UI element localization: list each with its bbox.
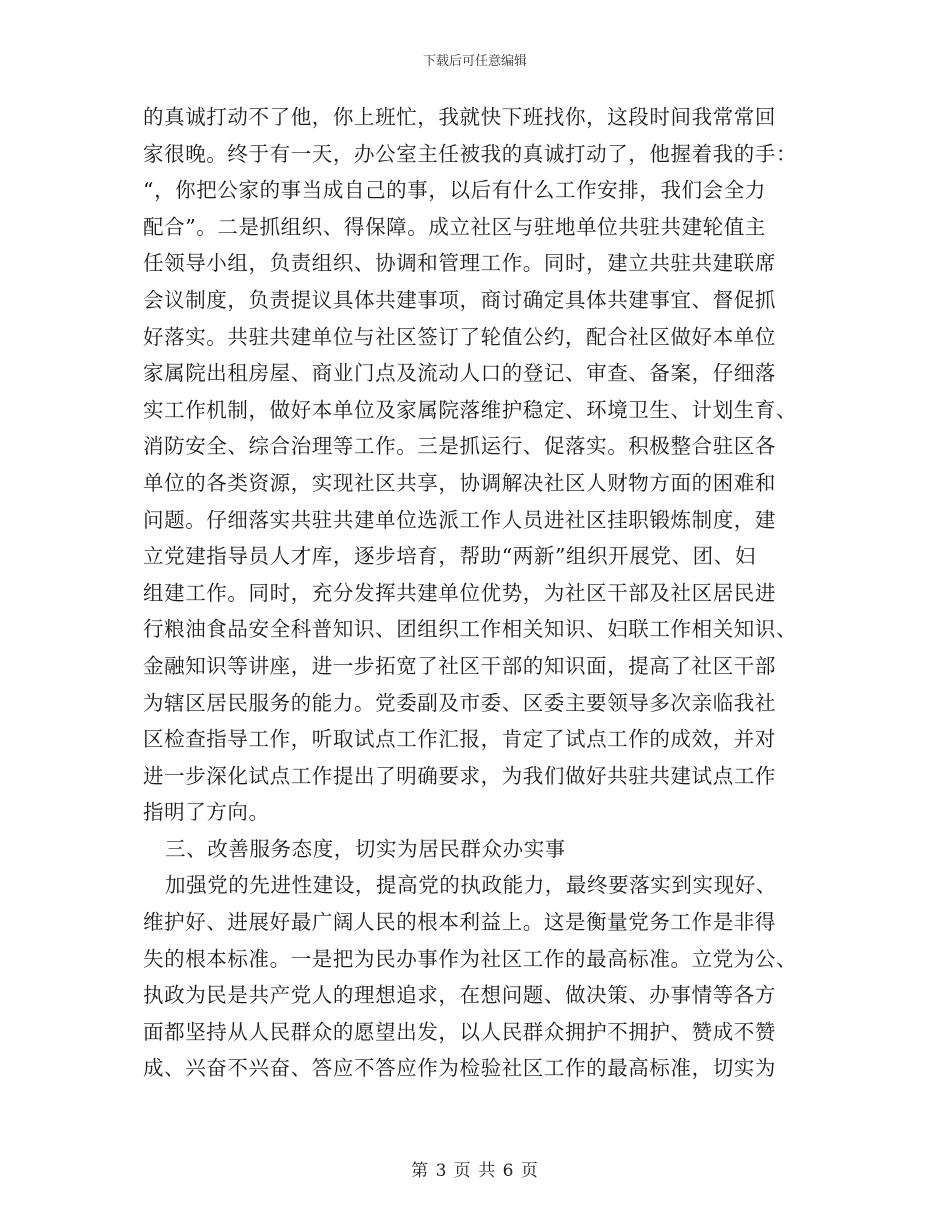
text-line: 执政为民是共产党人的理想追求，在想问题、做决策、办事情等各方	[143, 983, 776, 1008]
text-line: 区检查指导工作，听取试点工作汇报，肯定了试点工作的成效，并对	[143, 727, 776, 752]
text-line: 指明了方向。	[143, 800, 270, 825]
page-header: 下载后可任意编辑	[422, 54, 527, 69]
text-line: 问题。仔细落实共驻共建单位选派工作人员进社区挂职锻炼制度，建	[143, 507, 776, 532]
body-text	[143, 99, 823, 1087]
text-line: 加强党的先进性建设，提高党的执政能力，最终要落实到实现好、	[165, 873, 777, 898]
text-line: 消防安全、综合治理等工作。三是抓运行、促落实。积极整合驻区各	[143, 434, 776, 459]
text-line: “，你把公家的事当成自己的事，以后有什么工作安排，我们会全力	[143, 178, 766, 203]
text-line: 任领导小组，负责组织、协调和管理工作。同时，建立共驻共建联席	[143, 251, 776, 276]
text-line: 实工作机制，做好本单位及家属院落维护稳定、环境卫生、计划生育、	[143, 397, 798, 422]
text-line: 行粮油食品安全科普知识、团组织工作相关知识、妇联工作相关知识、	[143, 617, 798, 642]
text-line: 会议制度，负责提议具体共建事项，商讨确定具体共建事宜、督促抓	[143, 287, 776, 312]
text-line: 进一步深化试点工作提出了明确要求，为我们做好共驻共建试点工作	[143, 763, 776, 788]
text-line: 失的根本标准。一是把为民办事作为社区工作的最高标准。立党为公、	[143, 946, 798, 971]
text-line: 维护好、进展好最广阔人民的根本利益上。这是衡量党务工作是非得	[143, 910, 776, 935]
text-line: 家属院出租房屋、商业门点及流动人口的登记、审查、备案，仔细落	[143, 361, 776, 386]
text-line: 配合”。二是抓组织、得保障。成立社区与驻地单位共驻共建轮值主	[143, 214, 766, 239]
text-line: 面都坚持从人民群众的愿望出发，以人民群众拥护不拥护、赞成不赞	[143, 1019, 776, 1044]
text-line: 立党建指导员人才库，逐步培育，帮助“两新”组织开展党、团、妇	[143, 544, 756, 569]
text-line: 金融知识等讲座，进一步拓宽了社区干部的知识面，提高了社区干部	[143, 653, 776, 678]
text-line: 家很晚。终于有一天，办公室主任被我的真诚打动了，他握着我的手：	[143, 141, 798, 166]
text-line: 的真诚打动不了他，你上班忙，我就快下班找你，这段时间我常常回	[143, 105, 776, 129]
text-line: 为辖区居民服务的能力。党委副及市委、区委主要领导多次亲临我社	[143, 690, 776, 715]
text-line: 好落实。共驻共建单位与社区签订了轮值公约，配合社区做好本单位	[143, 324, 776, 349]
text-line: 成、兴奋不兴奋、答应不答应作为检验社区工作的最高标准，切实为	[143, 1056, 776, 1081]
page-footer: 第 3 页 共 6 页	[411, 1161, 539, 1181]
section-heading: 三、改善服务态度，切实为居民群众办实事	[165, 836, 566, 861]
text-line: 单位的各类资源，实现社区共享，协调解决社区人财物方面的困难和	[143, 470, 776, 495]
text-line: 组建工作。同时，充分发挥共建单位优势，为社区干部及社区居民进	[143, 580, 776, 605]
